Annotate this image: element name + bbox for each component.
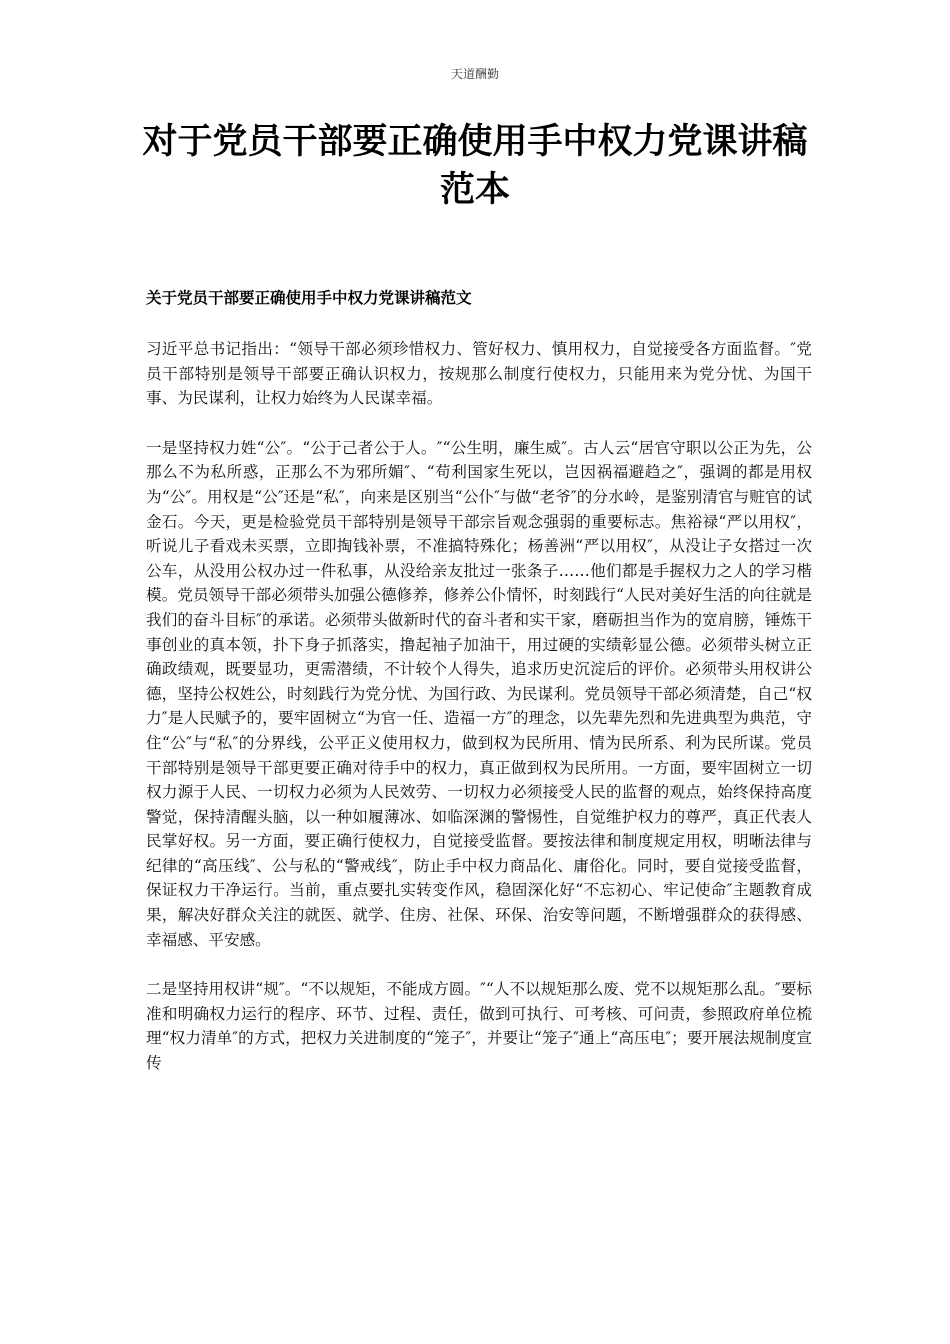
page-header: 天道酬勤 [450, 67, 499, 81]
paragraph-intro: 习近平总书记指出：“领导干部必须珍惜权力、管好权力、慎用权力，自觉接受各方面监督。″党员干部特别是领导干部要正确认识权力，按规那么制度行使权力，只能用来为党分忧、为国干事、为民谋利，让权力始终为人民谋幸福。 [146, 340, 812, 408]
paragraph-section-one: 一是坚持权力姓“公″。“公于己者公于人。″“公生明，廉生威″。古人云“居官守职以公正为先，公那么不为私所惑，正那么不为邪所媚″、“苟利国家生死以，岂因祸福避趋之″，强调的都是用权为“公″。用权是“公″还是“私″，向来是区别当“公仆″与做“老爷″的分水岭，是鉴别清官与赃官的试金石。今天，更是检验党员干部特别是领导干部宗旨观念强弱的重要标志。焦裕禄“严以用权″，听说儿子看戏未买票，立即掏钱补票，不准搞特殊化；杨善洲“严以用权″，从没让子女搭过一次公车，从没用公权办过一件私事，从没给亲友批过一张条子……他们都是手握权力之人的学习楷模。党员领导干部必须带头加强公德修养，修养公仆情怀，时刻践行“人民对美好生活的向往就是我们的奋斗目标″的承诺。必须带头做新时代的奋斗者和实干家，磨砺担当作为的宽肩膀，锤炼干事创业的真本领，扑下身子抓落实，撸起袖子加油干，用过硬的实绩彰显公德。必须带头树立正确政绩观，既要显功，更需潜绩，不计较个人得失，追求历史沉淀后的评价。必须带头用权讲公德，坚持公权姓公，时刻践行为党分忧、为国行政、为民谋利。党员领导干部必须清楚，自己“权力″是人民赋予的，要牢固树立“为官一任、造福一方″的理念，以先辈先烈和先进典型为典范，守住“公″与“私″的分界线，公平正义使用权力，做到权为民所用、情为民所系、利为民所谋。党员干部特别是领导干部更要正确对待手中的权力，真正做到权为民所用。一方面，要牢固树立一切权力源于人民、一切权力必须为人民效劳、一切权力必须接受人民的监督的观点，始终保持高度警觉，保持清醒头脑，以一种如履薄冰、如临深渊的警惕性，自觉维护权力的尊严，真正代表人民掌好权。另一方面，要正确行使权力，自觉接受监督。要按法律和制度规定用权，明晰法律与纪律的“高压线″、公与私的“警戒线″，防止手中权力商品化、庸俗化。同时，要自觉接受监督，保证权力干净运行。当前，重点要扎实转变作风，稳固深化好“不忘初心、牢记使命″主题教育成果，解决好群众关注的就医、就学、住房、社保、环保、治安等问题，不断增强群众的获得感、幸福感、平安感。 [146, 438, 812, 949]
document-subtitle: 关于党员干部要正确使用手中权力党课讲稿范文 [146, 289, 472, 307]
document-title: 对于党员干部要正确使用手中权力党课讲稿范本 [142, 122, 808, 210]
document-body [146, 286, 812, 1101]
paragraph-section-two: 二是坚持用权讲“规″。“不以规矩，不能成方圆。″“人不以规矩那么废、党不以规矩那么乱。″要标准和明确权力运行的程序、环节、过程、责任，做到可执行、可考核、可问责，参照政府单位梳理“权力清单″的方式，把权力关进制度的“笼子″，并要让“笼子″通上“高压电″；要开展法规制度宣传 [146, 980, 812, 1073]
